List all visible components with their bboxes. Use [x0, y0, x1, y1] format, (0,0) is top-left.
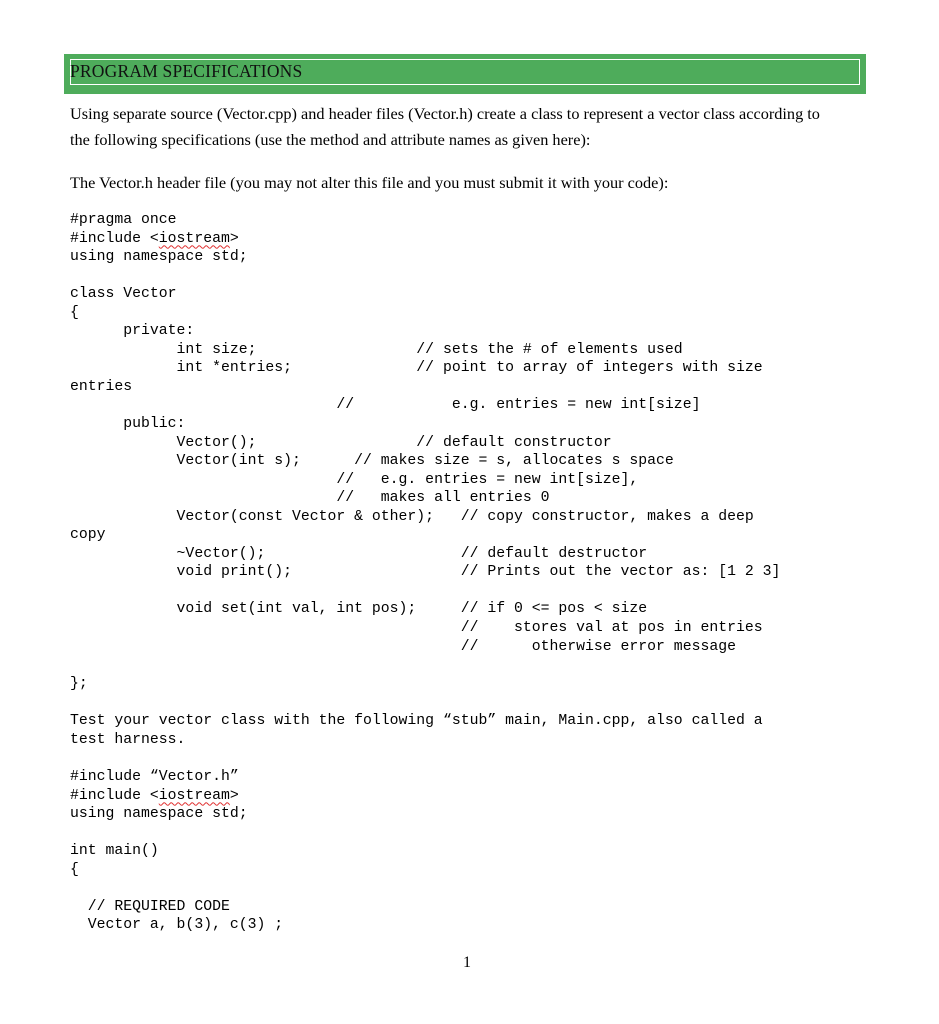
- code-line: int *entries; // point to array of integers with size: [70, 360, 763, 377]
- code-line: Vector a, b(3), c(3) ;: [70, 917, 284, 934]
- intro-line-2: the following specifications (use the method and attribute names as given here):: [70, 130, 591, 149]
- code-line: Vector(const Vector & other); // copy constructor, makes a deep: [70, 508, 754, 525]
- code-line: private:: [70, 323, 195, 340]
- section-title: PROGRAM SPECIFICATIONS: [70, 61, 303, 81]
- header-file-note: The Vector.h header file (you may not alter this file and you must submit it with your code):: [70, 173, 669, 192]
- code-line: copy: [70, 527, 106, 544]
- code-line: #pragma once: [70, 212, 177, 228]
- main-code-block: [70, 768, 283, 935]
- test-note: [70, 712, 763, 749]
- code-line: using namespace std;: [70, 249, 248, 266]
- code-line: Vector(); // default constructor: [70, 434, 612, 451]
- code-line: };: [70, 675, 88, 692]
- code-line-end: >: [229, 787, 239, 804]
- code-line: int main(): [70, 843, 159, 860]
- spellcheck-flagged-word: iostream: [158, 230, 230, 247]
- code-line: ~Vector(); // default destructor: [70, 545, 648, 562]
- header-code-block: [70, 211, 780, 693]
- code-line: // stores val at pos in entries: [70, 620, 763, 637]
- code-line: {: [70, 861, 79, 878]
- code-line: // otherwise error message: [70, 638, 736, 655]
- code-line: void print(); // Prints out the vector as: [1 2 3]: [70, 564, 781, 581]
- test-note-line-1: Test your vector class with the following “stub” main, Main.cpp, also called a: [70, 713, 763, 729]
- code-line: class Vector: [70, 286, 177, 303]
- code-line: public:: [70, 416, 186, 433]
- code-line: #include <: [70, 230, 159, 247]
- test-note-line-2: test harness.: [70, 731, 186, 748]
- code-line-end: >: [229, 230, 239, 247]
- code-line: {: [70, 304, 79, 321]
- code-line: #include <: [70, 787, 159, 804]
- code-line: // REQUIRED CODE: [70, 898, 230, 915]
- code-line: using namespace std;: [70, 806, 248, 823]
- code-line: // e.g. entries = new int[size]: [70, 397, 701, 414]
- code-line: #include “Vector.h”: [70, 769, 239, 785]
- code-line: int size; // sets the # of elements used: [70, 341, 683, 358]
- code-line: Vector(int s); // makes size = s, allocates s space: [70, 453, 674, 470]
- intro-line-1: Using separate source (Vector.cpp) and header files (Vector.h) create a class to represent a vector class according to: [70, 104, 820, 123]
- page-number: 1: [463, 954, 471, 971]
- code-line: void set(int val, int pos); // if 0 <= pos < size: [70, 601, 648, 618]
- code-line: // e.g. entries = new int[size],: [70, 471, 639, 488]
- code-line: entries: [70, 378, 133, 395]
- spellcheck-flagged-word: iostream: [158, 787, 230, 804]
- code-line: // makes all entries 0: [70, 490, 550, 507]
